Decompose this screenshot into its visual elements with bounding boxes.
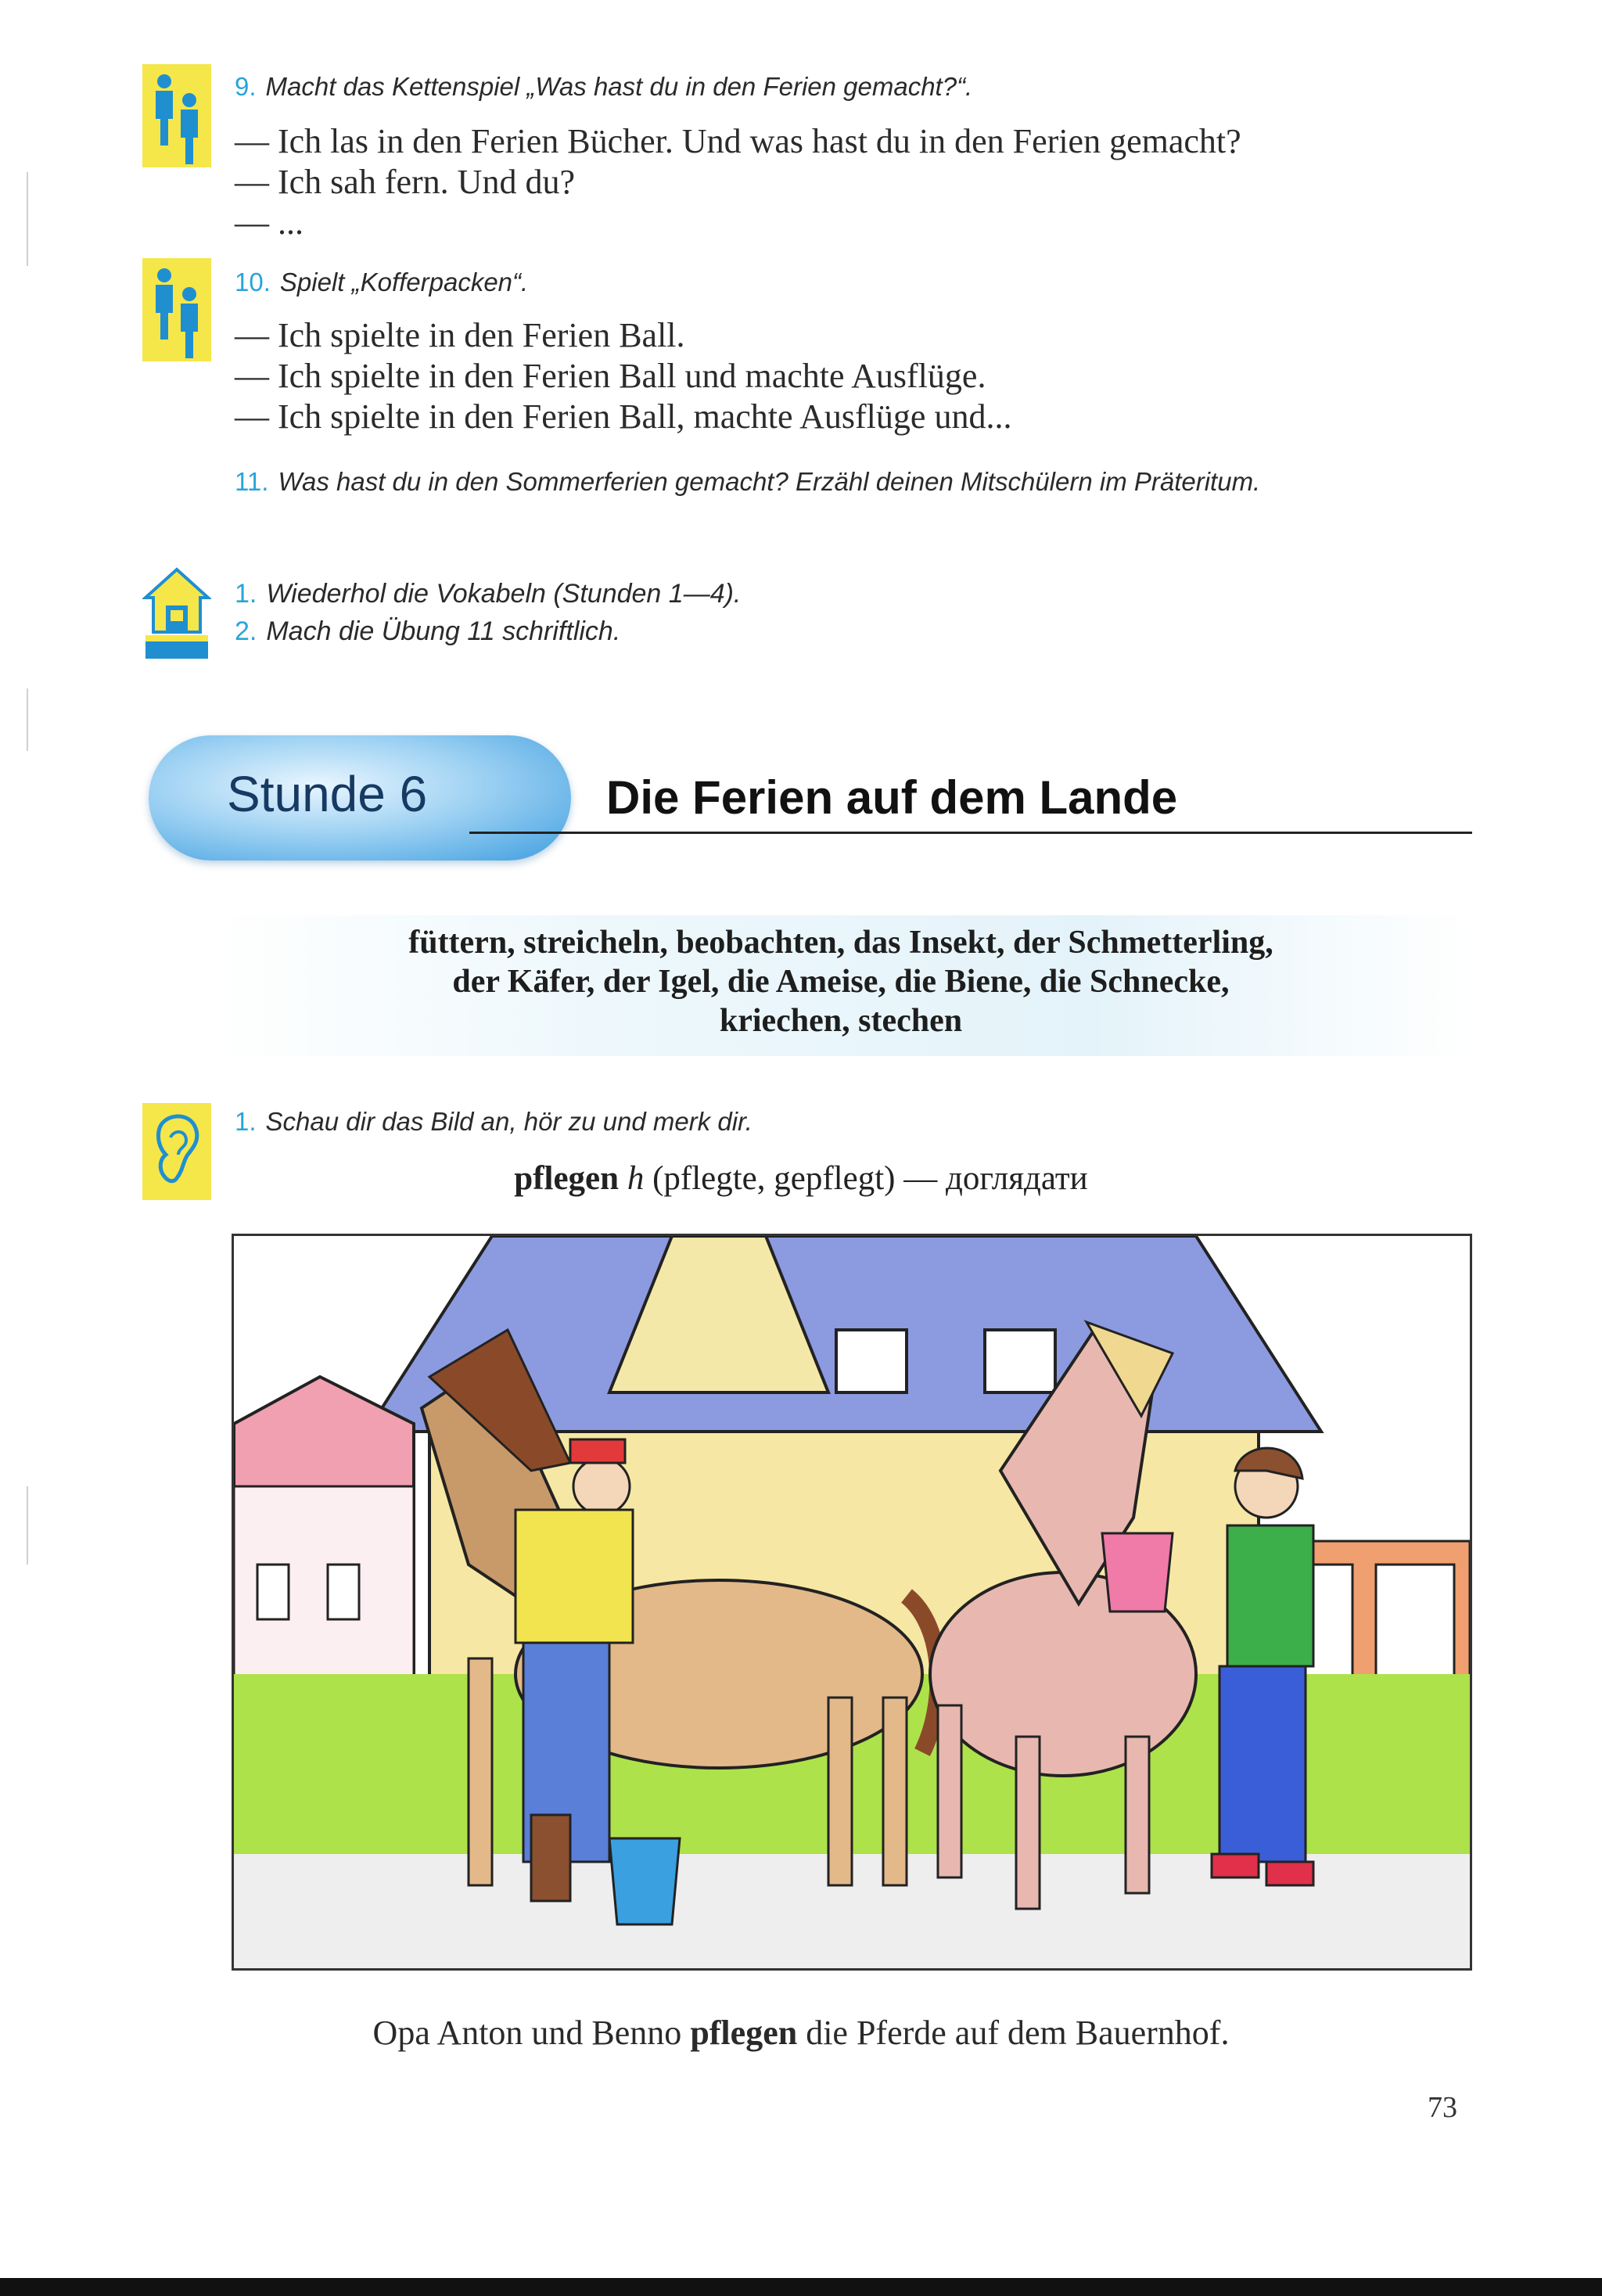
house-icon <box>142 565 211 662</box>
pink-bucket <box>1102 1533 1173 1612</box>
blue-bucket <box>609 1838 680 1924</box>
scan-border <box>0 2278 1602 2296</box>
dialogue-line: — Ich spielte in den Ferien Ball. <box>235 316 685 354</box>
exercise-1-instruction: 1. Schau dir das Bild an, hör zu und merk dir. <box>235 1107 753 1136</box>
grammar-note <box>0 1159 1602 1198</box>
page-edge <box>27 688 28 751</box>
page-number: 73 <box>1428 2091 1457 2124</box>
dialogue-line: — Ich sah fern. Und du? <box>235 163 575 201</box>
exercise-9-dialogue <box>235 121 1241 243</box>
lesson-title: Die Ferien auf dem Lande <box>606 771 1178 824</box>
dialogue-line: — Ich spielte in den Ferien Ball und machte Ausflüge. <box>235 357 986 395</box>
vocabulary-line: kriechen, stechen <box>719 1003 963 1039</box>
lesson-label: Stunde 6 <box>227 766 428 822</box>
dialogue-line: — Ich las in den Ferien Bücher. Und was hast du in den Ferien gemacht? <box>235 122 1241 160</box>
exercise-number: 11. <box>235 467 269 496</box>
grammar-marker: h <box>627 1160 645 1197</box>
caption-keyword: pflegen <box>690 2014 798 2052</box>
pair-work-icon <box>142 258 211 361</box>
dialogue-line: — ... <box>235 203 304 242</box>
dialogue-line: — Ich spielte in den Ferien Ball, machte Ausflüge und... <box>235 397 1012 436</box>
illustration-caption: Opa Anton und Benno pflegen die Pferde auf dem Bauernhof. <box>372 2014 1230 2052</box>
page-edge <box>27 1486 28 1565</box>
grammar-word: pflegen <box>514 1160 620 1197</box>
homework-item: 1. Wiederhol die Vokabeln (Stunden 1—4). <box>235 579 742 609</box>
vocabulary-line: der Käfer, der Igel, die Ameise, die Biene, die Schnecke, <box>452 964 1230 1000</box>
exercise-11-instruction: 11. Was hast du in den Sommerferien gemacht? Erzähl deinen Mitschülern im Präteritum. <box>235 467 1261 496</box>
grammar-forms: (pflegte, gepflegt) — доглядати <box>652 1160 1088 1197</box>
exercise-number: 9. <box>235 72 257 101</box>
exercise-number: 10. <box>235 268 271 296</box>
vocabulary-line: füttern, streicheln, beobachten, das Insekt, der Schmetterling, <box>408 925 1273 961</box>
exercise-number: 1. <box>235 1107 257 1136</box>
exercise-10-dialogue <box>235 315 1011 437</box>
farm-illustration <box>232 1234 1472 1971</box>
exercise-10-instruction: 10. Spielt „Kofferpacken“. <box>235 268 529 296</box>
page-edge <box>27 172 28 266</box>
homework-item: 2. Mach die Übung 11 schriftlich. <box>235 616 621 646</box>
heading-underline <box>469 832 1472 834</box>
pair-work-icon <box>142 64 211 167</box>
homework-list <box>235 575 741 650</box>
vocabulary-box <box>211 915 1471 1056</box>
exercise-9-instruction: 9. Macht das Kettenspiel „Was hast du in den Ferien gemacht?“. <box>235 72 973 101</box>
